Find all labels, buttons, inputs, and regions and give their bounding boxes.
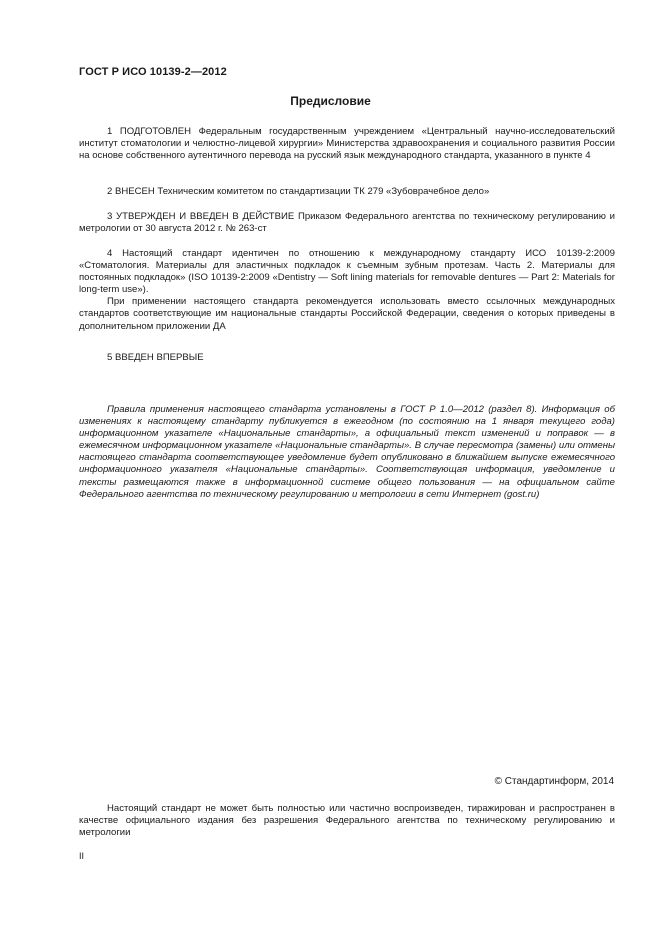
paragraph-4-note: При применении настоящего стандарта рекомендуется использовать вместо ссылочных международных стандартов соответствующие им национальные стандарты Российской Федерации, сведения о которых приведены в дополнительном приложении ДА [79, 296, 615, 332]
paragraph-5 [79, 352, 615, 364]
paragraph-4-text: 4 Настоящий стандарт идентичен по отношению к международному стандарту ИСО 10139-2:2009 «Стоматология. Материалы для эластичных подкладок к съемным зубным протезам. Часть 2. Материалы для постоянных подкладок» (ISO 10139-2:2009 «Dentistry — Soft lining materials for removable dentures — Part 2: Materials for long-term use»). [79, 248, 615, 296]
paragraph-2-text: 2 ВНЕСЕН Техническим комитетом по стандартизации ТК 279 «Зубоврачебное дело» [107, 186, 490, 197]
paragraph-3-text: 3 УТВЕРЖДЕН И ВВЕДЕН В ДЕЙСТВИЕ Приказом Федерального агентства по техническому регулированию и метрологии от 30 августа 2012 г. № 263-ст [79, 211, 615, 235]
paragraph-2 [79, 186, 615, 198]
paragraph-1-text: 1 ПОДГОТОВЛЕН Федеральным государственным учреждением «Центральный научно-исследовательский институт стоматологии и челюстно-лицевой хирургии» Министерства здравоохранения и социального развития России на основе собственного аутентичного перевода на русский язык международного стандарта, указанного в пункте 4 [79, 126, 615, 162]
page-number: II [79, 851, 85, 861]
page-title: Предисловие [290, 94, 371, 108]
reproduction-notice: Настоящий стандарт не может быть полностью или частично воспроизведен, тиражирован и распространен в качестве официального издания без разрешения Федерального агентства по техническому регулированию и метрологии [79, 803, 615, 839]
rules-notice: Правила применения настоящего стандарта установлены в ГОСТ Р 1.0—2012 (раздел 8). Информация об изменениях к настоящему стандарту публикуется в ежегодном (по состоянию на 1 января текущего года) информационном указателе «Национальные стандарты», а официальный текст изменений и поправок — в ежемесячном информационном указателе «Национальные стандарты». В случае пересмотра (замены) или отмены настоящего стандарта соответствующее уведомление будет опубликовано в ближайшем выпуске ежемесячного информационного указателя «Национальные стандарты». Соответствующая информация, уведомление и тексты размещаются также в информационной системе общего пользования — на официальном сайте Федерального агентства по техническому регулированию и метрологии в сети Интернет (gost.ru) [79, 404, 615, 500]
paragraph-1 [79, 126, 615, 162]
standard-header: ГОСТ Р ИСО 10139-2—2012 [79, 66, 227, 78]
paragraph-5-text: 5 ВВЕДЕН ВПЕРВЫЕ [107, 352, 204, 363]
paragraph-3 [79, 211, 615, 235]
paragraph-4 [79, 248, 615, 333]
copyright-notice: © Стандартинформ, 2014 [494, 776, 614, 787]
